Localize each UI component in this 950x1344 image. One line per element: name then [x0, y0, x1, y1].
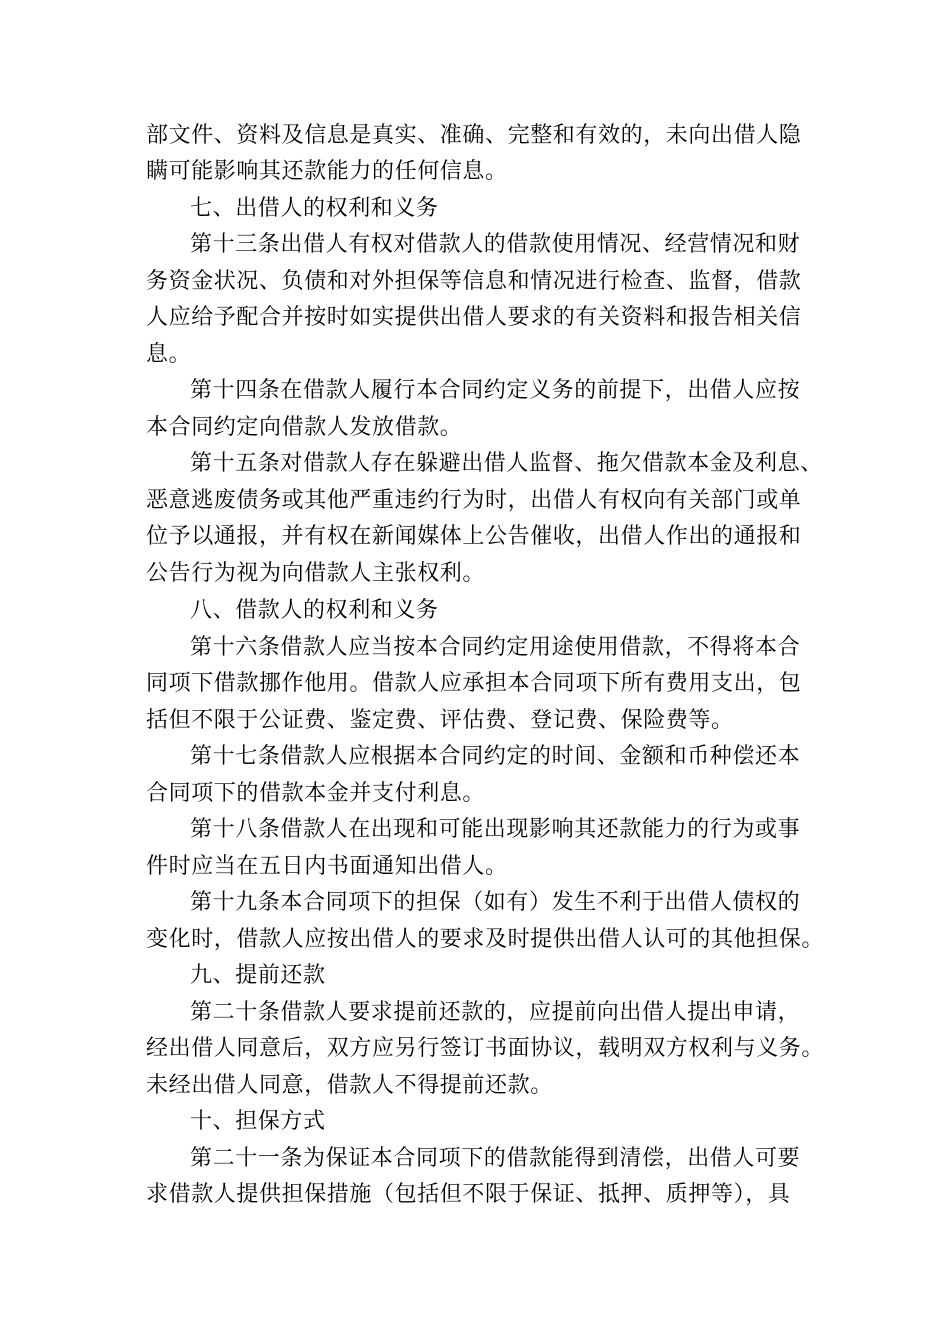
paragraph-line: 经出借人同意后，双方应另行签订书面协议，载明双方权利与义务。: [146, 1036, 825, 1061]
paragraph-line: 变化时，借款人应按出借人的要求及时提供出借人认可的其他担保。: [146, 927, 825, 952]
section-heading: 七、出借人的权利和义务: [190, 196, 439, 221]
paragraph-line: 括但不限于公证费、鉴定费、评估费、登记费、保险费等。: [146, 708, 734, 733]
paragraph-line: 第二十一条为保证本合同项下的借款能得到清偿，出借人可要: [190, 1146, 801, 1171]
paragraph-line: 公告行为视为向借款人主张权利。: [146, 561, 486, 586]
paragraph-line: 位予以通报，并有权在新闻媒体上公告催收，出借人作出的通报和: [146, 524, 802, 549]
paragraph-line: 恶意逃废债务或其他严重违约行为时，出借人有权向有关部门或单: [146, 488, 802, 513]
section-heading: 八、借款人的权利和义务: [190, 598, 439, 623]
paragraph-line: 息。: [146, 342, 192, 367]
paragraph-line: 求借款人提供担保措施（包括但不限于保证、抵押、质押等），具: [146, 1182, 791, 1207]
paragraph-line: 第十六条借款人应当按本合同约定用途使用借款，不得将本合: [190, 635, 801, 660]
paragraph-line: 第十四条在借款人履行本合同约定义务的前提下，出借人应按: [190, 378, 801, 403]
section-heading: 十、担保方式: [190, 1109, 326, 1134]
paragraph-line: 第十七条借款人应根据本合同约定的时间、金额和币种偿还本: [190, 744, 801, 769]
paragraph-line: 未经出借人同意，借款人不得提前还款。: [146, 1073, 553, 1098]
paragraph-line: 第十八条借款人在出现和可能出现影响其还款能力的行为或事: [190, 817, 801, 842]
paragraph-line: 件时应当在五日内书面通知出借人。: [146, 854, 508, 879]
paragraph-line: 第十五条对借款人存在躲避出借人监督、拖欠借款本金及利息、: [190, 451, 823, 476]
paragraph-line: 务资金状况、负债和对外担保等信息和情况进行检查、监督，借款: [146, 269, 802, 294]
paragraph-line: 第二十条借款人要求提前还款的，应提前向出借人提出申请，: [190, 1000, 801, 1025]
paragraph-line: 第十三条出借人有权对借款人的借款使用情况、经营情况和财: [190, 232, 801, 257]
paragraph-line: 瞒可能影响其还款能力的任何信息。: [146, 159, 508, 184]
paragraph-line: 部文件、资料及信息是真实、准确、完整和有效的，未向出借人隐: [146, 123, 802, 148]
paragraph-line: 第十九条本合同项下的担保（如有）发生不利于出借人债权的: [190, 890, 801, 915]
paragraph-line: 人应给予配合并按时如实提供出借人要求的有关资料和报告相关信: [146, 305, 802, 330]
section-heading: 九、提前还款: [190, 963, 326, 988]
paragraph-line: 同项下借款挪作他用。借款人应承担本合同项下所有费用支出，包: [146, 671, 802, 696]
paragraph-line: 本合同约定向借款人发放借款。: [146, 415, 463, 440]
paragraph-line: 合同项下的借款本金并支付利息。: [146, 781, 486, 806]
